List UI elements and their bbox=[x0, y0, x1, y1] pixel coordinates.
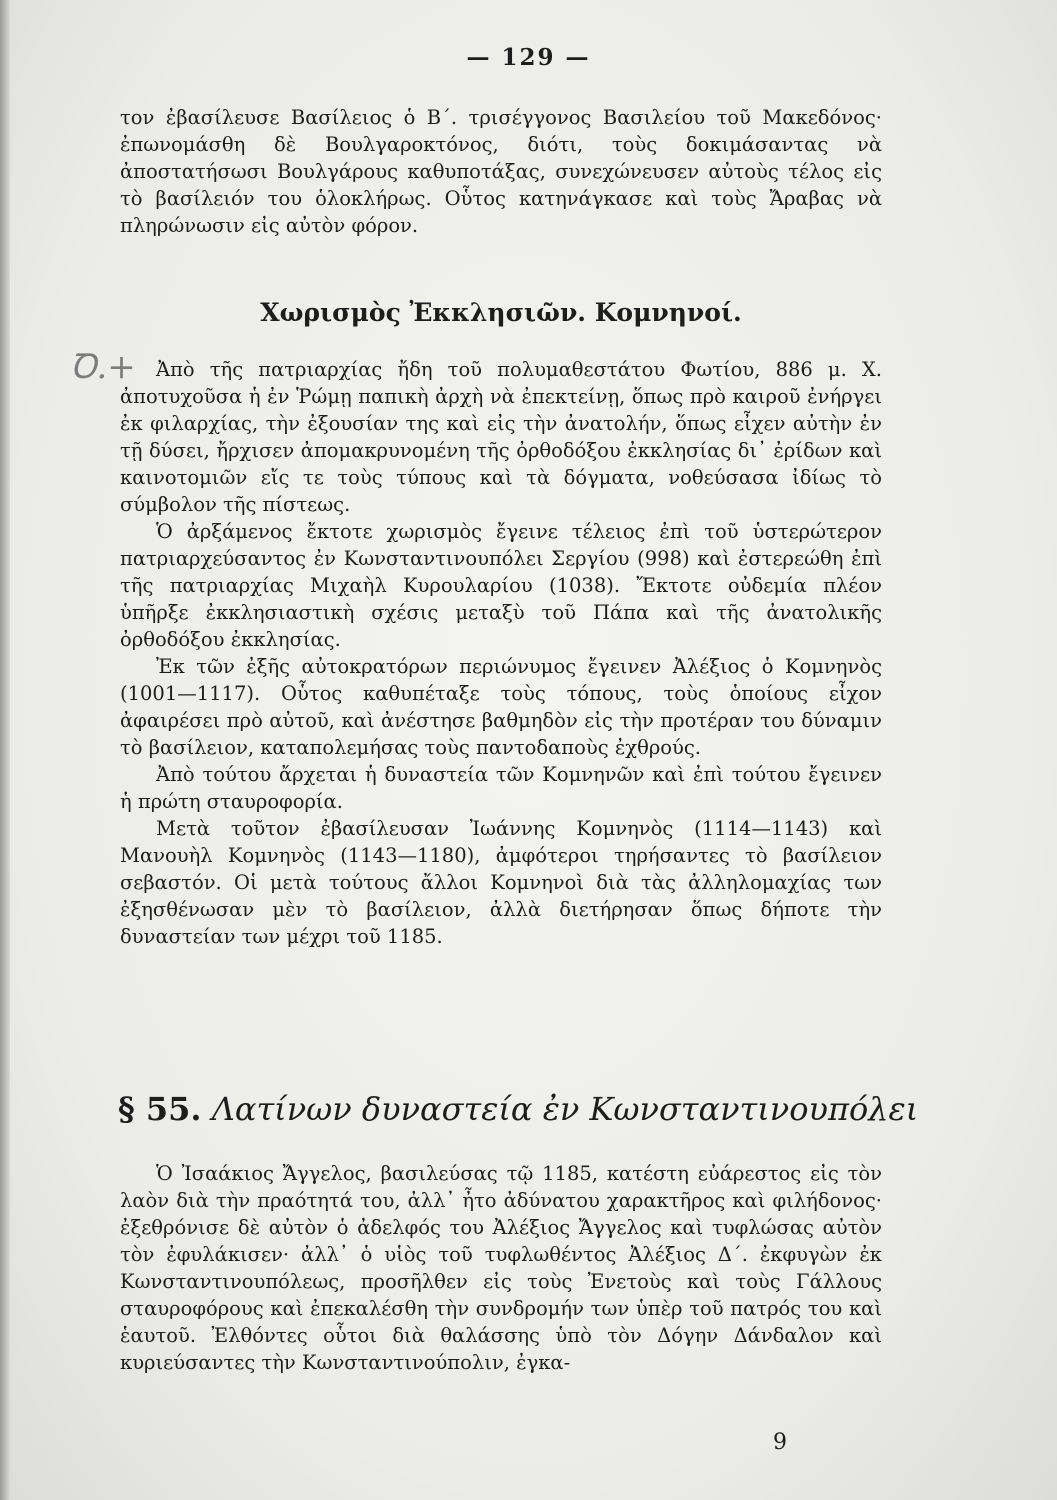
text-block-middle bbox=[120, 356, 882, 950]
paragraph: Ἀπὸ τούτου ἄρχεται ἡ δυναστεία τῶν Κομνηνῶν καὶ ἐπὶ τούτου ἔγεινεν ἡ πρώτη σταυροφορία. bbox=[120, 763, 882, 813]
paragraph: Ἀπὸ τῆς πατριαρχίας ἤδη τοῦ πολυμαθεστάτου Φωτίου, 886 μ. Χ. ἀποτυχοῦσα ἡ ἐν Ῥώμῃ παπικὴ ἀρχὴ νὰ ἐπεκτείνῃ, ὅπως πρὸ καιροῦ ἐνήργει ἐκ φιλαρχίας, τὴν ἐξουσίαν της καὶ εἰς τὴν ἀνατολήν, ὅπως εἶχεν αὐτὴν ἐν τῇ δύσει, ἤρχισεν ἀπομακρυνομένη τῆς ὀρθοδόξου ἐκκλησίας δι᾽ ἐρίδων καὶ καινοτομιῶν εἴς τε τοὺς τύπους καὶ τὰ δόγματα, νοθεύσασα ἰδίως τὸ σύμβολον τῆς πίστεως. bbox=[120, 358, 882, 516]
paragraph: Μετὰ τοῦτον ἐβασίλευσαν Ἰωάννης Κομνηνὸς (1114—1143) καὶ Μανουὴλ Κομνηνὸς (1143—1180), ἀμφότεροι τηρήσαντες τὸ βασίλειον σεβαστόν. Οἱ μετὰ τούτους ἄλλοι Κομνηνοὶ διὰ τὰς ἀλληλομαχίας των ἐξησθένωσαν μὲν τὸ βασίλειον, ἀλλὰ διετήρησαν ὅπως δήποτε τὴν δυναστείαν των μέχρι τοῦ 1185. bbox=[120, 817, 882, 948]
text-block-top bbox=[120, 104, 882, 239]
paragraph: Ἐκ τῶν ἐξῆς αὐτοκρατόρων περιώνυμος ἔγεινεν Ἀλέξιος ὁ Κομνηνὸς (1001—1117). Οὗτος καθυπέταξε τοὺς τόπους, τοὺς ὁποίους εἶχον ἀφαιρέσει πρὸ αὐτοῦ, καὶ ἀνέστησε βαθμηδὸν εἰς τὴν προτέραν του δύναμιν τὸ βασίλειον, καταπολεμήσας τοὺς παντοδαποὺς ἐχθρούς. bbox=[120, 655, 882, 759]
section-title-text: Λατίνων δυναστεία ἐν Κωνσταντινουπόλει bbox=[211, 1090, 919, 1128]
paragraph: Ὁ Ἰσαάκιος Ἄγγελος, βασιλεύσας τῷ 1185, κατέστη εὐάρεστος εἰς τὸν λαὸν διὰ τὴν πραότητά του, ἀλλ᾽ ἦτο ἀδύνατου χαρακτῆρος καὶ φιλήδονος· ἐξεθρόνισε δὲ αὐτὸν ὁ ἀδελφός του Ἀλέξιος Ἄγγελος καὶ τυφλώσας αὐτὸν τὸν ἐφυλάκισεν· ἀλλ᾽ ὁ υἱὸς τοῦ τυφλωθέντος Ἀλέξιος Δ΄. ἐκφυγὼν ἐκ Κωνσταντινουπόλεως, προσῆλθεν εἰς τοὺς Ἐνετοὺς καὶ τοὺς Γάλλους σταυροφόρους καὶ ἐπεκαλέσθη τὴν συνδρομήν των ὑπὲρ τοῦ πατρός του καὶ ἑαυτοῦ. Ἐλθόντες οὗτοι διὰ θαλάσσης ὑπὸ τὸν Δόγην Δάνδαλον καὶ κυριεύσαντες τὴν Κωνσταντινούπολιν, ἐγκα- bbox=[120, 1162, 882, 1374]
page-number: — 129 — bbox=[466, 44, 591, 71]
signature-mark: 9 bbox=[773, 1430, 787, 1455]
paragraph: Ὁ ἀρξάμενος ἔκτοτε χωρισμὸς ἔγεινε τέλειος ἐπὶ τοῦ ὑστερώτερον πατριαρχεύσαντος ἐν Κωνσταντινουπόλει Σεργίου (998) καὶ ἐστερεώθη ἐπὶ τῆς πατριαρχίας Μιχαὴλ Κυρουλαρίου (1038). Ἔκτοτε οὐδεμία πλέον ὑπῆρξε ἐκκλησιαστικὴ σχέσις μεταξὺ τοῦ Πάπα καὶ τῆς ἀνατολικῆς ὀρθοδόξου ἐκκλησίας. bbox=[120, 520, 882, 651]
section-title bbox=[118, 1090, 919, 1128]
paragraph: τον ἐβασίλευσε Βασίλειος ὁ Β΄. τρισέγγονος Βασιλείου τοῦ Μακεδόνος· ἐπωνομάσθη δὲ Βουλγαροκτόνος, διότι, τοὺς δοκιμάσαντας νὰ ἀποστατήσωσι Βουλγάρους καθυποτάξας, συνεχώνευσεν αὐτοὺς τέλος εἰς τὸ βασίλειόν του ὁλοκλήρως. Οὗτος κατηνάγκασε καὶ τοὺς Ἄραβας νὰ πληρώνωσιν εἰς αὐτὸν φόρον. bbox=[120, 106, 882, 237]
chapter-heading: Χωρισμὸς Ἐκκλησιῶν. Κομνηνοί. bbox=[260, 298, 742, 327]
handwritten-margin-mark: Ꝺ.+ bbox=[70, 347, 136, 387]
text-block-bottom bbox=[120, 1160, 882, 1376]
binding-edge bbox=[0, 0, 10, 1500]
section-number: § 55. bbox=[118, 1090, 202, 1128]
